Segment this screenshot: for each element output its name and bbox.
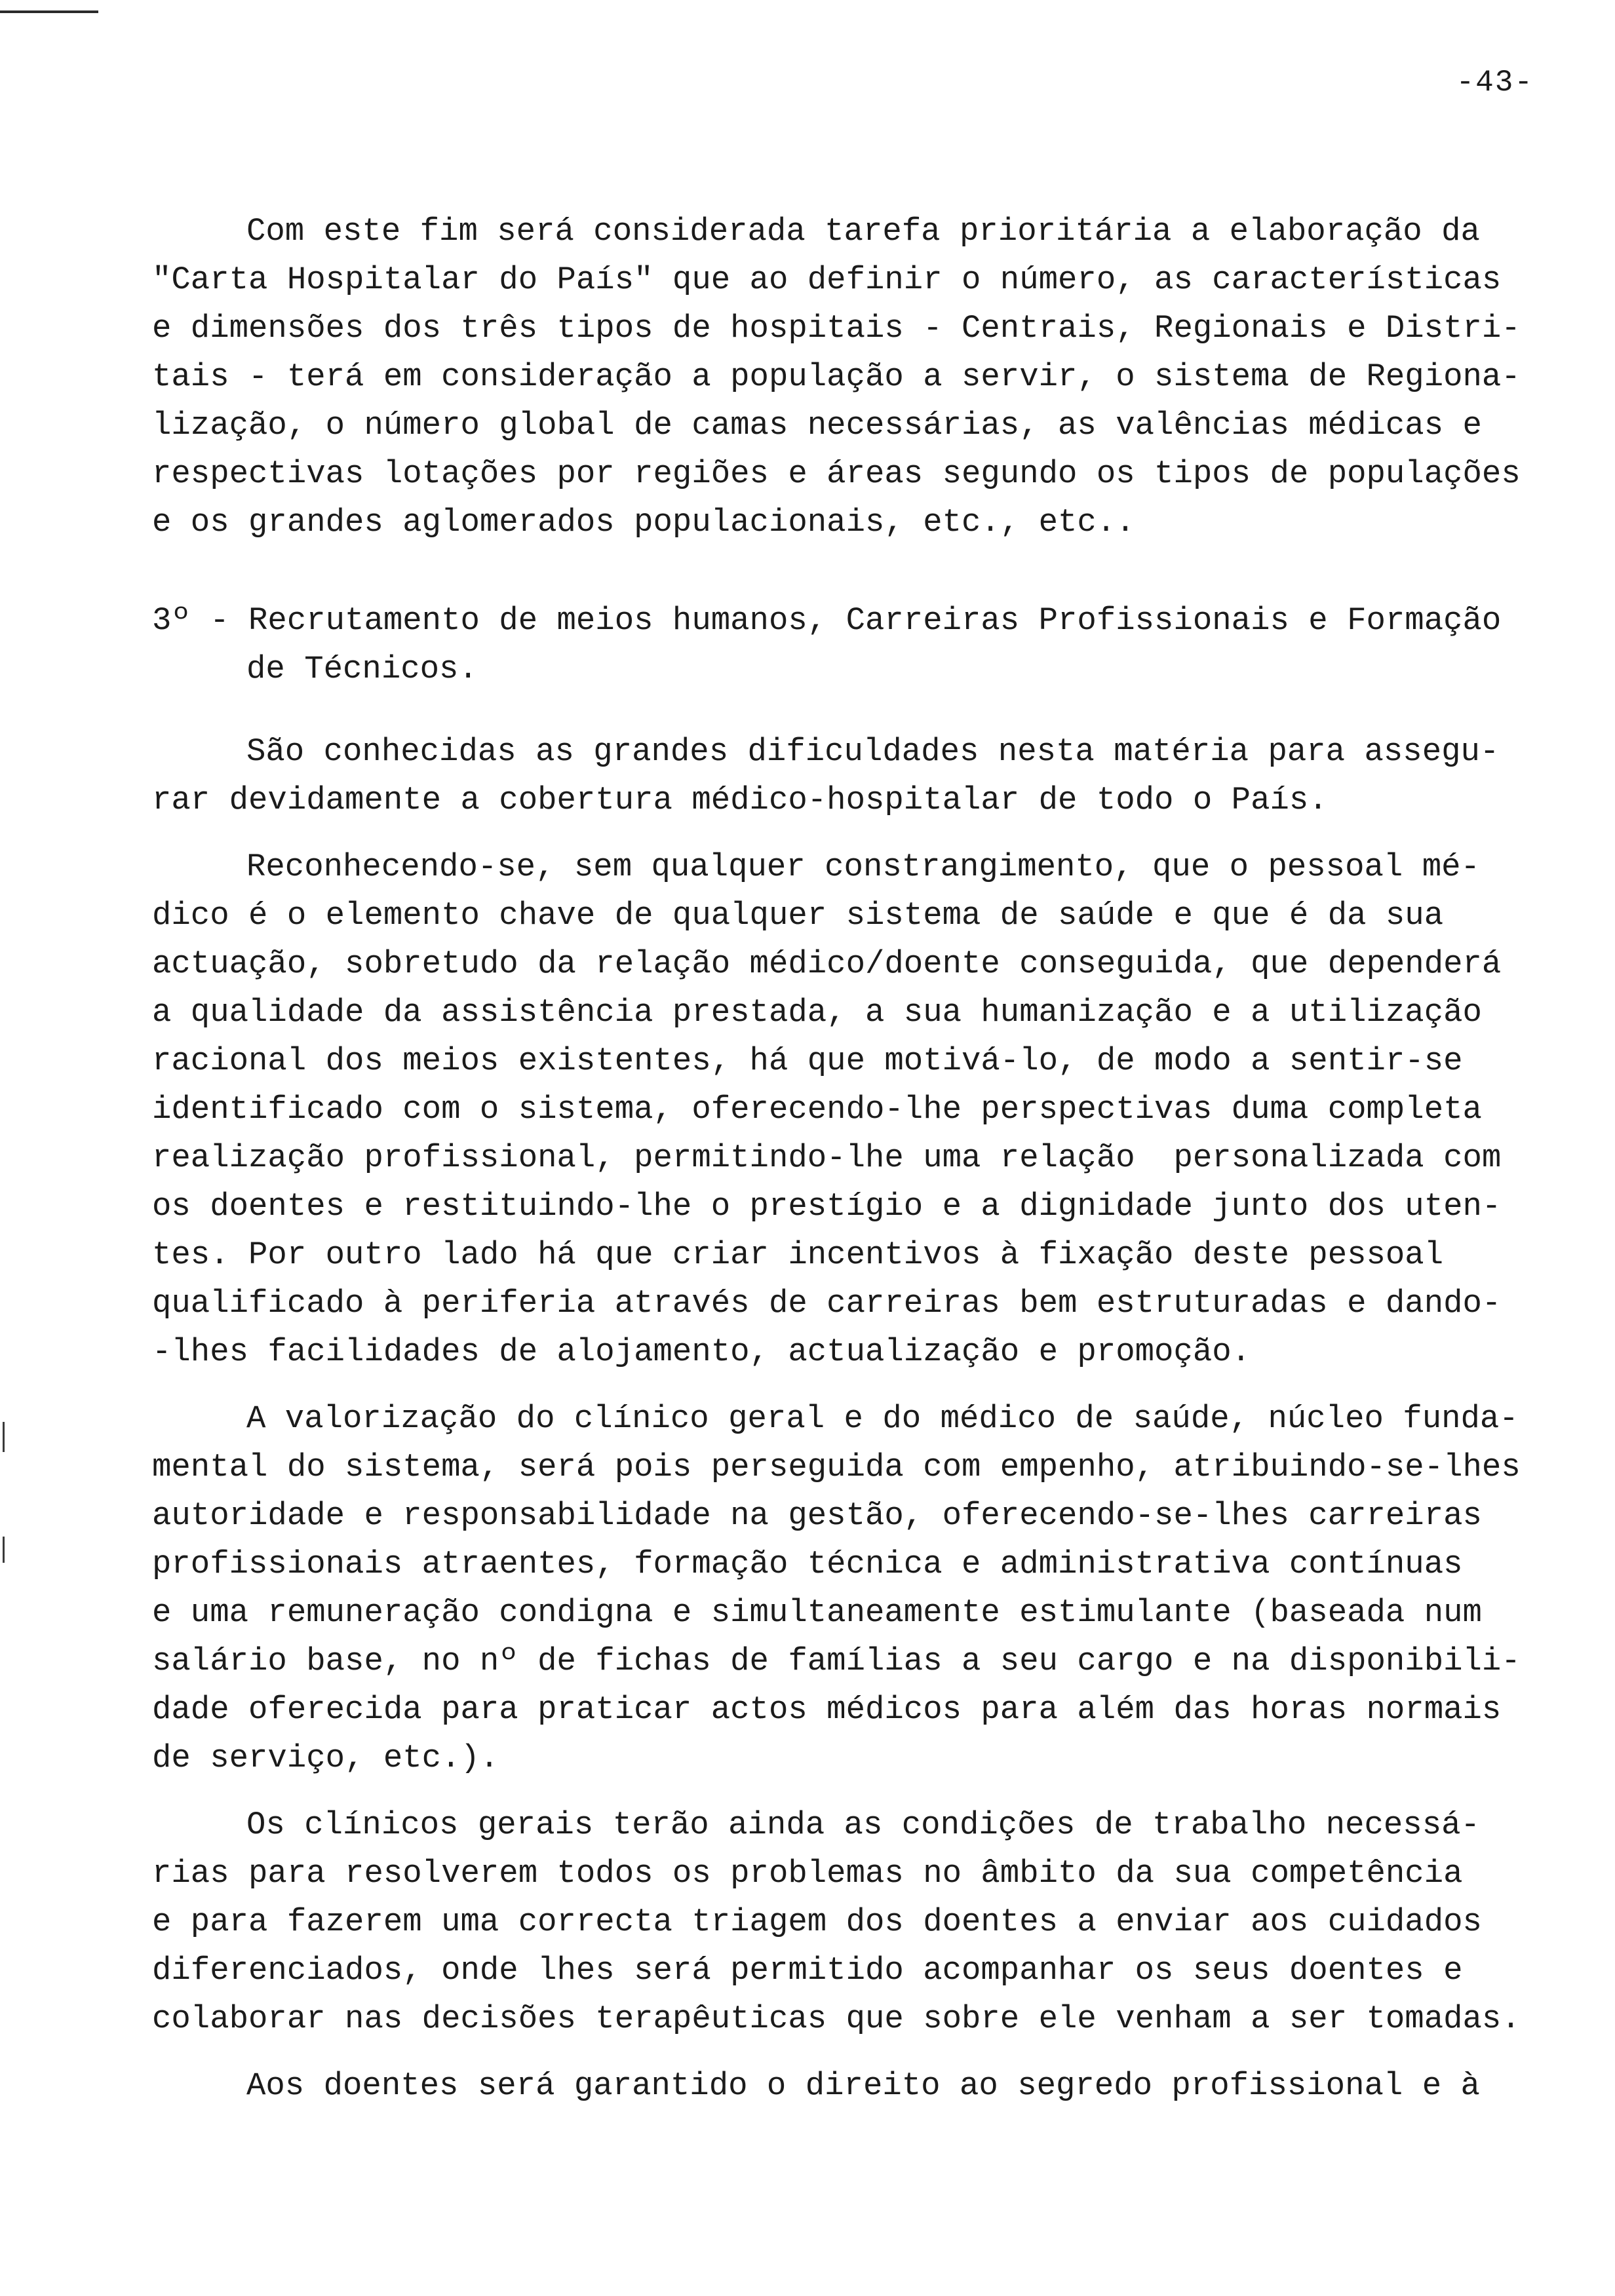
top-rule	[0, 10, 98, 13]
text-line: diferenciados, onde lhes será permitido acompanhar os seus doentes e	[152, 1952, 1463, 1989]
text-line: e os grandes aglomerados populacionais, etc., etc..	[152, 504, 1135, 541]
text-line: a qualidade da assistência prestada, a sua humanização e a utilização	[152, 994, 1482, 1031]
text-line: racional dos meios existentes, há que motivá-lo, de modo a sentir-se	[152, 1043, 1463, 1079]
text-line: qualificado à periferia através de carreiras bem estruturadas e dando-	[152, 1285, 1502, 1322]
text-line: rias para resolverem todos os problemas no âmbito da sua competência	[152, 1855, 1463, 1892]
text-line: de serviço, etc.).	[152, 1740, 499, 1776]
text-line: identificado com o sistema, oferecendo-lhe perspectivas duma completa	[152, 1091, 1482, 1128]
text-line: "Carta Hospitalar do País" que ao definir o número, as características	[152, 261, 1502, 298]
text-line: e uma remuneração condigna e simultaneamente estimulante (baseada num	[152, 1594, 1482, 1631]
text-line: Com este fim será considerada tarefa prioritária a elaboração da	[246, 213, 1480, 250]
text-line: dico é o elemento chave de qualquer sistema de saúde e que é da sua	[152, 897, 1444, 934]
text-line: rar devidamente a cobertura médico-hospitalar de todo o País.	[152, 782, 1328, 818]
text-line: actuação, sobretudo da relação médico/doente conseguida, que dependerá	[152, 946, 1502, 982]
text-line: lização, o número global de camas necessárias, as valências médicas e	[152, 407, 1482, 444]
scan-edge-mark	[3, 1537, 5, 1563]
section-heading: 3º - Recrutamento de meios humanos, Carreiras Profissionais e Formação	[152, 602, 1502, 639]
text-line: dade oferecida para praticar actos médicos para além das horas normais	[152, 1691, 1502, 1728]
text-line: tais - terá em consideração a população a servir, o sistema de Regiona-	[152, 358, 1521, 395]
scan-edge-mark	[3, 1422, 5, 1452]
text-line: -lhes facilidades de alojamento, actualização e promoção.	[152, 1333, 1251, 1370]
text-line: Aos doentes será garantido o direito ao segredo profissional e à	[246, 2067, 1480, 2104]
text-line: mental do sistema, será pois perseguida com empenho, atribuindo-se-lhes	[152, 1449, 1521, 1485]
text-line: Os clínicos gerais terão ainda as condições de trabalho necessá-	[246, 1807, 1480, 1843]
text-line: A valorização do clínico geral e do médico de saúde, núcleo funda-	[246, 1400, 1519, 1437]
text-line: tes. Por outro lado há que criar incentivos à fixação deste pessoal	[152, 1236, 1444, 1273]
section-heading-continued: de Técnicos.	[246, 651, 478, 687]
text-line: colaborar nas decisões terapêuticas que sobre ele venham a ser tomadas.	[152, 2000, 1521, 2037]
text-line: Reconhecendo-se, sem qualquer constrangimento, que o pessoal mé-	[246, 849, 1480, 885]
text-line: e dimensões dos três tipos de hospitais - Centrais, Regionais e Distri-	[152, 310, 1521, 347]
text-line: respectivas lotações por regiões e áreas segundo os tipos de populações	[152, 455, 1521, 492]
text-line: realização profissional, permitindo-lhe uma relação personalizada com	[152, 1139, 1502, 1176]
text-line: os doentes e restituindo-lhe o prestígio e a dignidade junto dos uten-	[152, 1188, 1502, 1225]
text-line: profissionais atraentes, formação técnica e administrativa contínuas	[152, 1546, 1463, 1582]
text-line: salário base, no nº de fichas de famílias a seu cargo e na disponibili-	[152, 1643, 1521, 1679]
page-number: -43-	[1456, 66, 1534, 100]
text-line: e para fazerem uma correcta triagem dos doentes a enviar aos cuidados	[152, 1904, 1482, 1940]
text-line: autoridade e responsabilidade na gestão, oferecendo-se-lhes carreiras	[152, 1497, 1482, 1534]
text-line: São conhecidas as grandes dificuldades nesta matéria para assegu-	[246, 733, 1500, 770]
